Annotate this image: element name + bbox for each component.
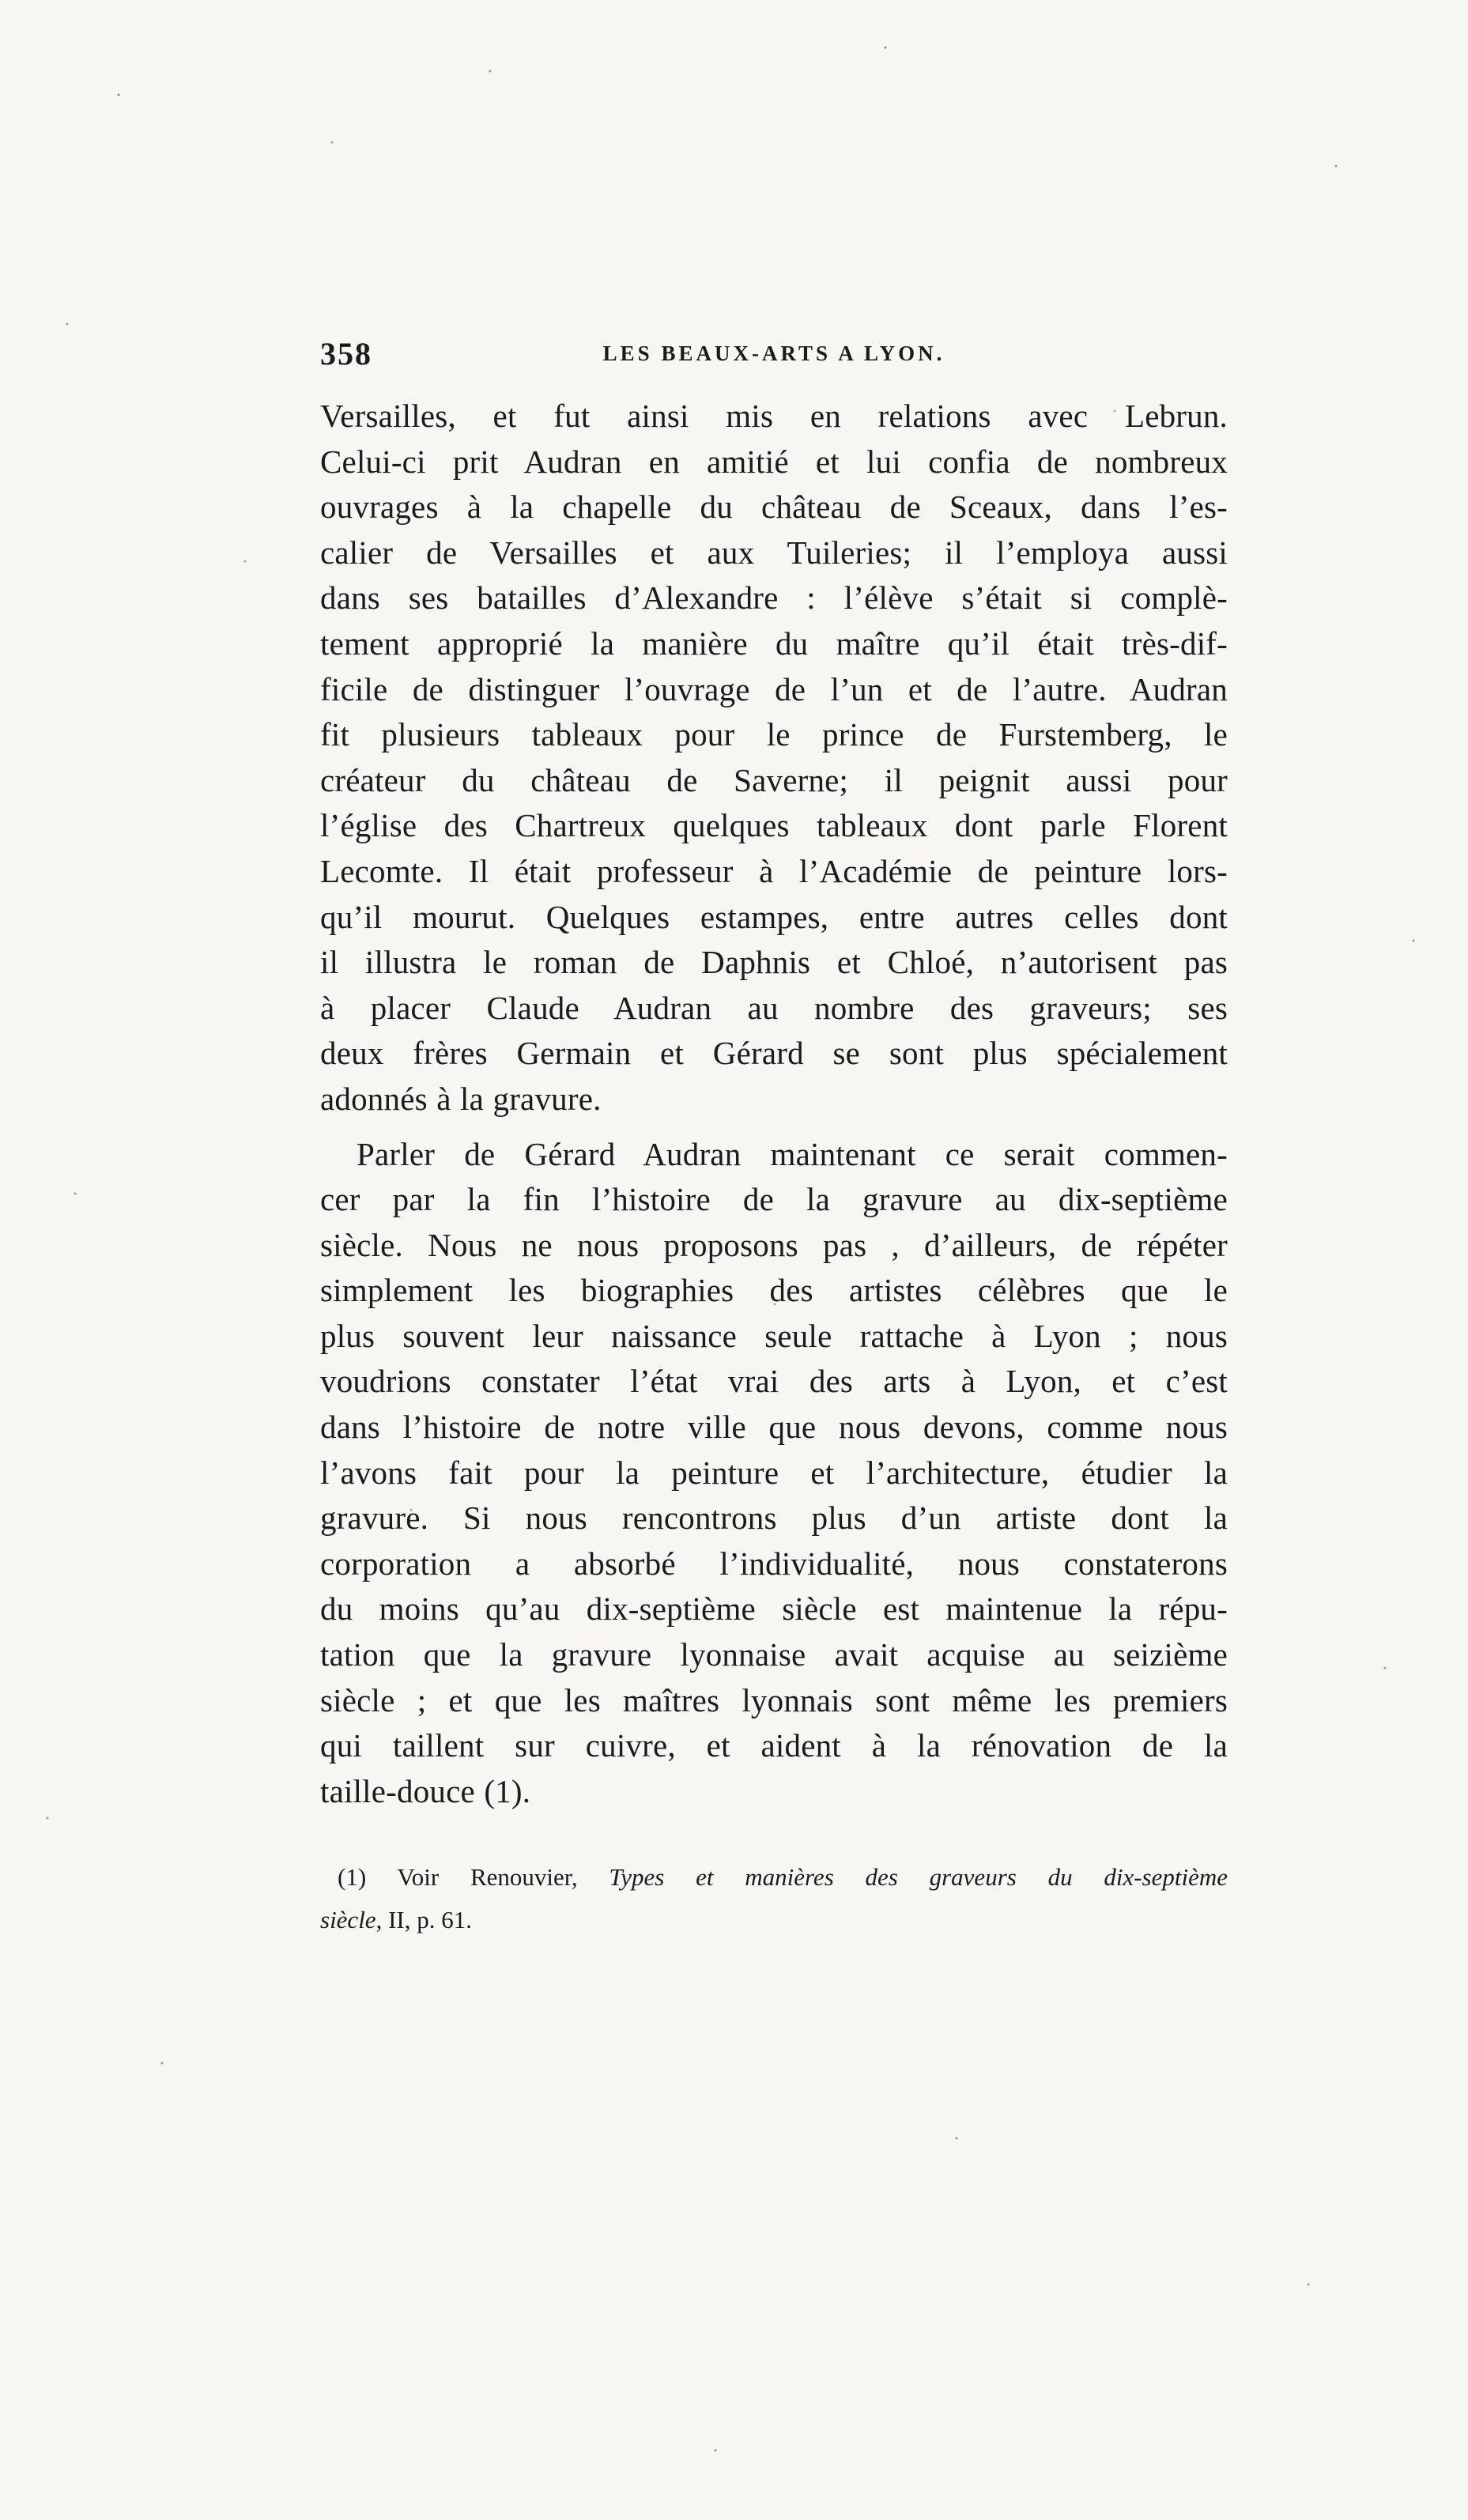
- text-line: il illustra le roman de Daphnis et Chloé, n’autorisent pas: [320, 944, 1228, 981]
- footnote-text-roman: , II, p. 61.: [375, 1906, 472, 1933]
- text-line: Lecomte. Il était professeur à l’Académie de peinture lors-: [320, 852, 1228, 889]
- footnote-text-italic: siècle: [320, 1906, 376, 1933]
- text-line: l’avons fait pour la peinture et l’architecture, étudier la: [320, 1454, 1228, 1491]
- text-line: Celui-ci prit Audran en amitié et lui confia de nombreux: [320, 443, 1228, 480]
- text-line: à placer Claude Audran au nombre des graveurs; ses: [320, 989, 1228, 1026]
- text-line: tement approprié la manière du maître qu’il était très-dif-: [320, 624, 1228, 662]
- paragraph: [320, 394, 1228, 1122]
- footnote-line: [320, 1856, 1228, 1899]
- text-line: siècle. Nous ne nous proposons pas , d’ailleurs, de répéter: [320, 1226, 1228, 1263]
- running-title: LES BEAUX-ARTS A LYON.: [602, 341, 945, 365]
- text-line: dans ses batailles d’Alexandre : l’élève s’était si complè-: [320, 579, 1228, 617]
- text-line: corporation a absorbé l’individualité, nous constaterons: [320, 1545, 1228, 1582]
- text-line: gravure. Si nous rencontrons plus d’un artiste dont la: [320, 1500, 1228, 1537]
- text-line: créateur du château de Saverne; il peignit aussi pour: [320, 761, 1228, 798]
- footnote: [320, 1856, 1228, 1941]
- text-line: siècle ; et que les maîtres lyonnais sont même les premiers: [320, 1681, 1228, 1718]
- text-line: du moins qu’au dix-septième siècle est maintenue la répu-: [320, 1590, 1228, 1628]
- text-line: dans l’histoire de notre ville que nous devons, comme nous: [320, 1409, 1228, 1446]
- page-header: [320, 335, 1228, 375]
- body-text: [320, 394, 1228, 1814]
- paragraph: [320, 1132, 1228, 1815]
- footnote-text-roman: (1) Voir Renouvier,: [338, 1863, 609, 1891]
- page-number: 358: [320, 336, 372, 372]
- text-line: plus souvent leur naissance seule rattache à Lyon ; nous: [320, 1317, 1228, 1354]
- text-line: qu’il mourut. Quelques estampes, entre autres celles dont: [320, 898, 1228, 935]
- text-line: cer par la fin l’histoire de la gravure au dix-septième: [320, 1181, 1228, 1218]
- text-line: Versailles, et fut ainsi mis en relations avec Lebrun.: [320, 398, 1228, 434]
- text-line: deux frères Germain et Gérard se sont plus spécialement: [320, 1035, 1228, 1072]
- text-line: simplement les biographies des artistes célèbres que le: [320, 1272, 1228, 1309]
- text-line: l’église des Chartreux quelques tableaux dont parle Florent: [320, 807, 1228, 844]
- text-line: ouvrages à la chapelle du château de Sceaux, dans l’es-: [320, 489, 1228, 526]
- text-line: tation que la gravure lyonnaise avait acquise au seizième: [320, 1636, 1228, 1673]
- text-line: Parler de Gérard Audran maintenant ce serait commen-: [357, 1135, 1228, 1172]
- text-line: taille-douce (1).: [320, 1772, 531, 1809]
- footnote-line: [320, 1899, 1228, 1941]
- text-line: qui taillent sur cuivre, et aident à la rénovation de la: [320, 1727, 1228, 1764]
- text-line: fit plusieurs tableaux pour le prince de Furstemberg, le: [320, 716, 1228, 753]
- footnote-text-italic: Types et manières des graveurs du dix-septième: [609, 1863, 1228, 1891]
- text-line: adonnés à la gravure.: [320, 1080, 602, 1117]
- text-line: calier de Versailles et aux Tuileries; il l’employa aussi: [320, 534, 1228, 571]
- text-line: ficile de distinguer l’ouvrage de l’un et de l’autre. Audran: [320, 670, 1228, 707]
- text-line: voudrions constater l’état vrai des arts à Lyon, et c’est: [320, 1363, 1228, 1400]
